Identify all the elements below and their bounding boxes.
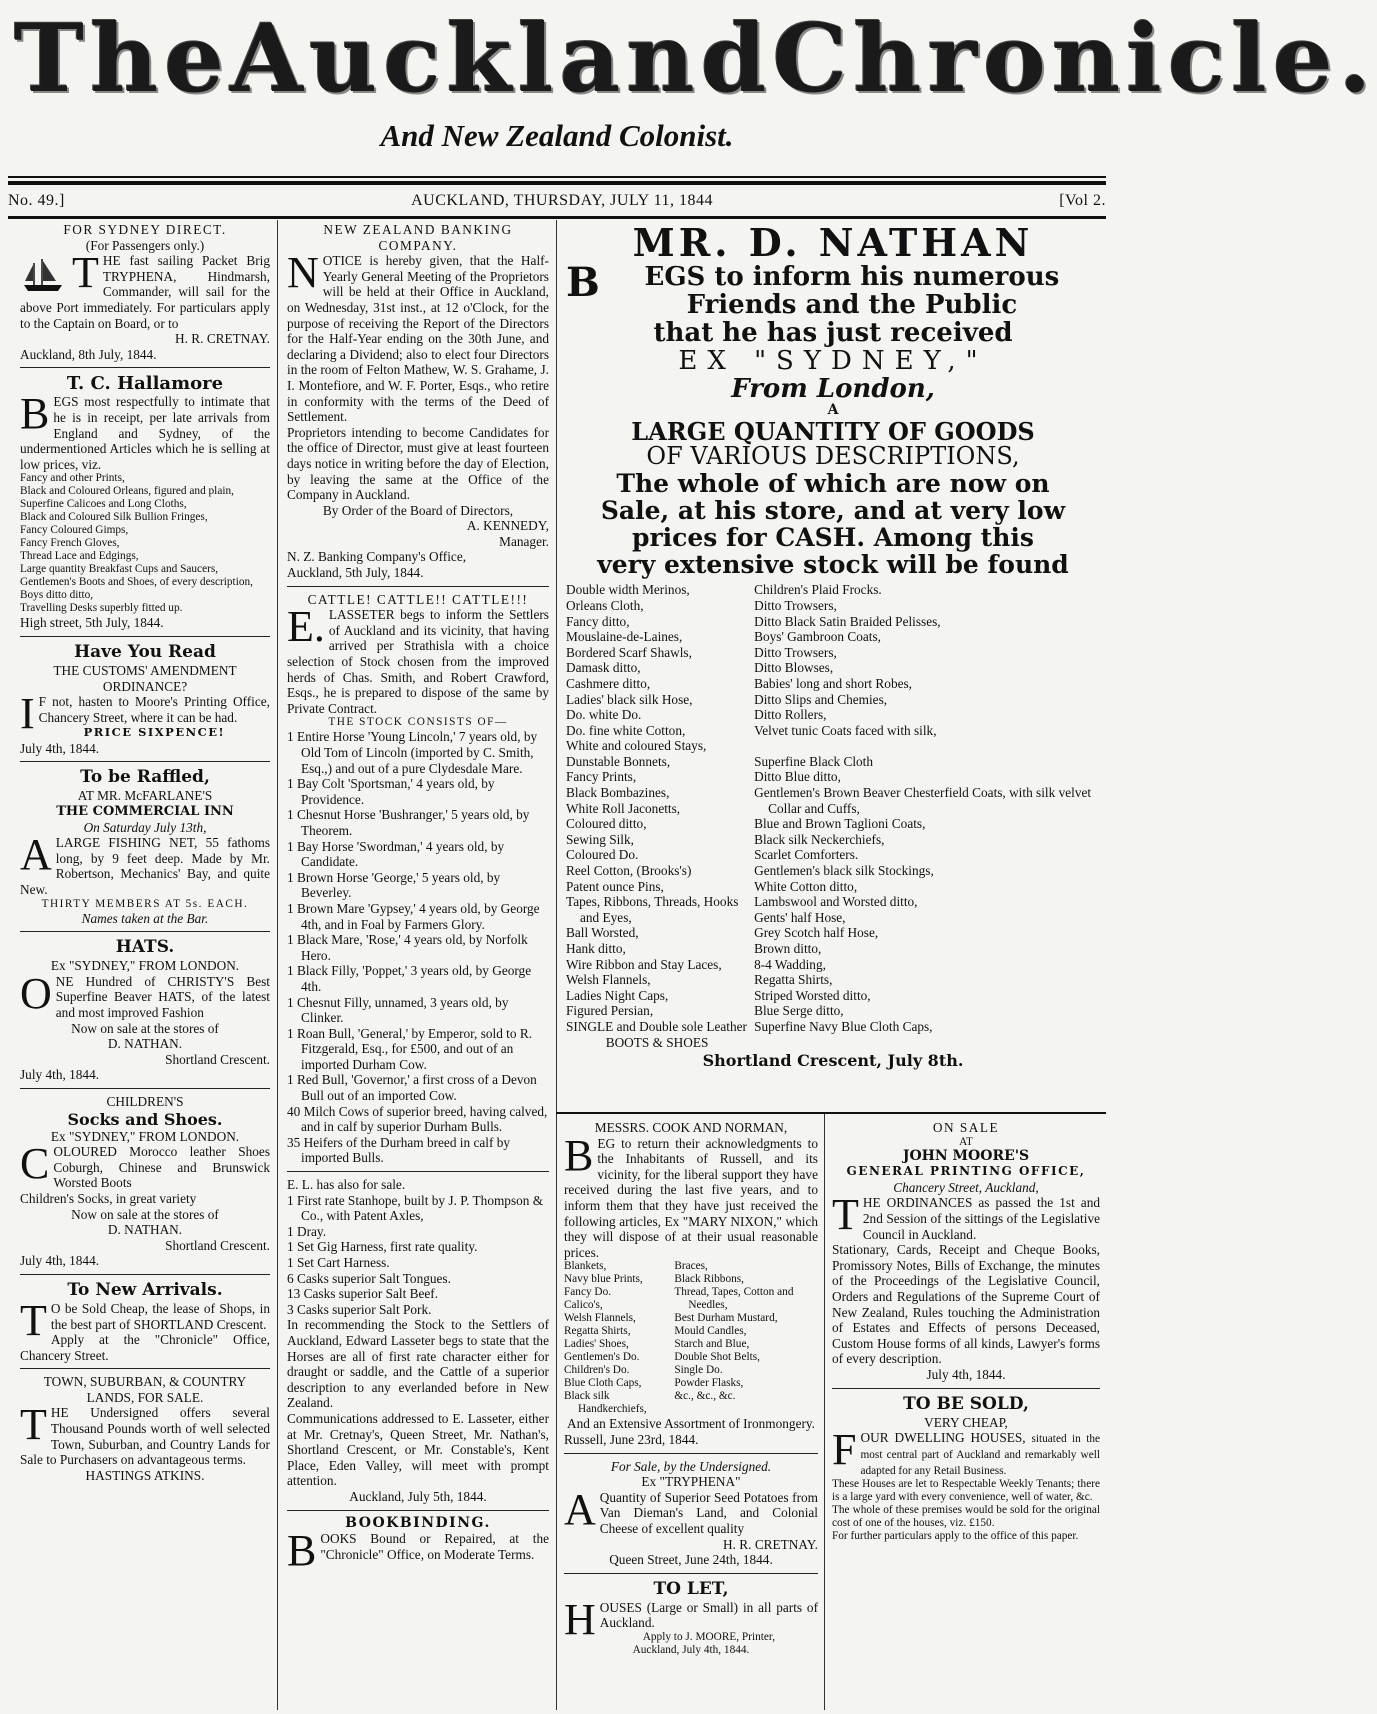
ad-cook-norman <box>564 1120 818 1448</box>
ad-line: prices for CASH. Among this <box>632 523 1034 553</box>
ad-line: GENERAL PRINTING OFFICE, <box>846 1164 1086 1179</box>
ad-heading: FOR SYDNEY DIRECT. <box>63 222 227 237</box>
list-item: Starch and Blue, <box>674 1338 750 1351</box>
ad-line: Now on sale at the stores of <box>71 1020 219 1036</box>
ad-line: A <box>827 402 839 419</box>
ad-line: From London, <box>731 374 935 405</box>
list-item: Boys' Gambroon Coats, <box>754 629 881 645</box>
ad-signature: HASTINGS ATKINS. <box>85 1467 205 1483</box>
divider <box>287 586 549 587</box>
list-item: Bordered Scarf Shawls, <box>566 644 692 660</box>
list-item: 1 Brown Horse 'George,' 5 years old, by Beverley. <box>287 869 501 901</box>
stock-list <box>287 729 549 1166</box>
ad-subheading: VERY CHEAP, <box>924 1414 1008 1430</box>
issue-number: No. 49.] <box>8 192 65 209</box>
list-item: White Cotton ditto, <box>754 878 858 894</box>
goods-columns <box>566 582 1100 1050</box>
ad-place: Shortland Crescent. <box>165 1051 270 1067</box>
ad-heading: Socks and Shoes. <box>67 1109 223 1129</box>
ad-date: July 4th, 1844. <box>926 1366 1006 1382</box>
ad-line: ORDINANCE? <box>102 678 188 694</box>
ad-body: Quantity of Superior Seed Potatoes from Van Dieman's Land, and Colonial Cheese of excellent quality <box>599 1489 818 1536</box>
ad-body: In recommending the Stock to the Settlers of Auckland, Edward Lasseter begs to state that the Horses are all of first rate character either for draught or saddle, and the Cattle of a superior description to any everlanded before in New Zealand. <box>287 1317 549 1411</box>
list-item: Grey Scotch half Hose, <box>754 925 879 941</box>
ad-date: Auckland, July 4th, 1844. <box>632 1643 750 1656</box>
list-item: Regatta Shirts, <box>754 972 833 988</box>
ad-line: THE COMMERCIAL INN <box>56 804 234 820</box>
list-item: Mould Candles, <box>674 1325 747 1338</box>
stock-list-2 <box>287 1193 549 1318</box>
list-item: Ditto Trowsers, <box>754 644 837 660</box>
divider <box>564 1573 818 1574</box>
ad-nathan <box>566 222 1100 1069</box>
list-item: Fancy French Gloves, <box>20 537 120 550</box>
list-item: Brown ditto, <box>754 941 822 956</box>
list-item: Damask ditto, <box>566 660 641 676</box>
column-rule-3 <box>824 1114 825 1710</box>
ad-line: Names taken at the Bar. <box>81 910 209 926</box>
divider <box>287 1171 549 1172</box>
list-item: Wire Ribbon and Stay Laces, <box>566 956 722 972</box>
ad-subheading: Ex "SYDNEY," FROM LONDON. <box>50 1128 240 1144</box>
list-item: 13 Casks superior Salt Beef. <box>287 1286 439 1302</box>
dateline-rule <box>8 216 1106 219</box>
list-item: Patent ounce Pins, <box>566 878 664 894</box>
ad-body: These Houses are let to Respectable Weekly Tenants; there is a large yard with every convenience, well of water, &c. <box>832 1478 1100 1504</box>
ad-moore-printing <box>832 1120 1100 1383</box>
ad-line: AT <box>959 1135 973 1148</box>
column-4 <box>832 1120 1100 1543</box>
list-item: Coloured Do. <box>566 847 639 863</box>
list-item: 1 Chesnut Filly, unnamed, 3 years old, by Clinker. <box>287 994 509 1026</box>
masthead-word-3: Chronicle. <box>772 4 1377 114</box>
ad-heading: To be Raffled, <box>80 767 210 788</box>
ad-line: EGS to inform his numerous <box>644 262 1060 293</box>
list-item: Superfine Black Cloth <box>754 753 874 769</box>
list-item: Gentlemen's Boots and Shoes, of every description, <box>20 576 253 589</box>
divider <box>20 931 270 932</box>
ad-body: NE Hundred of CHRISTY'S Best Superfine Beaver HATS, of the latest and most improved Fashion <box>55 973 270 1020</box>
list-item: Thread Lace and Edgings, <box>20 550 139 563</box>
drop-cap: O <box>20 968 52 1018</box>
ad-line: LARGE QUANTITY OF GOODS <box>631 416 1035 446</box>
divider <box>20 636 270 637</box>
list-item: Travelling Desks superbly fitted up. <box>20 602 183 615</box>
masthead-word-1: The <box>14 4 231 114</box>
list-item: Reel Cotton, (Brooks's) <box>566 863 692 879</box>
divider <box>20 1368 270 1369</box>
masthead-subtitle: And New Zealand Colonist. <box>380 118 734 153</box>
divider <box>287 1510 549 1511</box>
issue-date: AUCKLAND, THURSDAY, JULY 11, 1844 <box>411 192 713 209</box>
list-item: 1 Bay Colt 'Sportsman,' 4 years old, by Providence. <box>287 776 495 807</box>
nathan-rule <box>556 1112 1106 1114</box>
goods-list-left <box>566 582 748 1050</box>
ad-sydney-direct <box>20 222 270 362</box>
list-item: Ditto Slips and Chemies, <box>754 691 888 707</box>
divider <box>832 1388 1100 1389</box>
drop-cap: B <box>287 1526 317 1576</box>
masthead-title <box>0 0 1377 118</box>
list-item: 6 Casks superior Salt Tongues. <box>287 1270 451 1286</box>
ad-date: Auckland, 5th July, 1844. <box>287 565 424 581</box>
ad-body: LARGE FISHING NET, 55 fathoms long, by 9 feet deep. Made by Mr. Robertson, Mechanics' Bay, and quite New. <box>20 835 270 898</box>
list-item: Do. white Do. <box>566 707 642 723</box>
list-item: Ball Worsted, <box>566 925 639 941</box>
list-item: Ditto Trowsers, <box>754 597 837 613</box>
ad-title: Manager. <box>499 533 549 549</box>
ad-body: EG to return their acknowledgments to the Inhabitants of Russell, and its vicinity, for the liberal support they have received during the last five years, and to inform them that they have just received the following articles, Ex "MARY NIXON," which they will dispose of at their usual reasonable prices. <box>564 1135 818 1260</box>
ad-body: HE Undersigned offers several Thousand Pounds worth of well selected Town, Suburban, and Country Lands for Sale to Purchasers on advantageous terms. <box>20 1405 270 1468</box>
drop-cap: A <box>20 830 52 880</box>
drop-cap: E. <box>287 602 325 652</box>
list-item: Lambswool and Worsted ditto, <box>754 894 918 910</box>
list-item: Velvet tunic Coats faced with silk, <box>754 722 937 738</box>
divider <box>20 367 270 368</box>
list-item: Black and Coloured Silk Bullion Fringes, <box>20 511 208 524</box>
column-1 <box>20 222 270 1483</box>
ad-heading: TO LET, <box>653 1578 729 1599</box>
list-item: Calico's, <box>564 1299 603 1312</box>
list-item: Regatta Shirts, <box>564 1325 631 1338</box>
ad-line: that he has just received <box>653 318 1013 349</box>
ad-line: Now on sale at the stores of <box>71 1206 219 1222</box>
ad-subheading: Ex "SYDNEY," FROM LONDON. <box>50 958 240 974</box>
drop-cap: N <box>287 248 319 298</box>
ad-line: OUR DWELLING HOUSES, <box>860 1430 1026 1446</box>
list-item: 1 Entire Horse 'Young Lincoln,' 7 years old, by Old Tom of Lincoln (imported by C. Smith, Esq.,) and out of a pure Clydesdale Mare. <box>287 729 538 776</box>
ad-banking-company <box>287 222 549 581</box>
ad-to-let <box>564 1579 818 1657</box>
list-item: 1 Brown Mare 'Gypsey,' 4 years old, by George 4th, and in Foal by Farmers Glory. <box>287 900 540 932</box>
ad-body: For further particulars apply to the office of this paper. <box>832 1530 1079 1543</box>
list-item: Tapes, Ribbons, Threads, Hooks and Eyes, <box>566 894 739 925</box>
divider <box>564 1453 818 1454</box>
ad-to-be-sold <box>832 1394 1100 1544</box>
list-item: Fancy Coloured Gimps, <box>20 524 129 537</box>
ad-lands <box>20 1374 270 1483</box>
list-item: Black silk Handkerchiefs, <box>564 1390 647 1416</box>
list-item: Black Bombazines, <box>566 785 670 801</box>
list-item: Gentlemen's Do. <box>564 1351 640 1364</box>
ad-body: HE ORDINANCES as passed the 1st and 2nd Session of the sittings of the Legislative Council in Auckland. <box>862 1195 1100 1242</box>
ad-body: OUSES (Large or Small) in all parts of Auckland. <box>599 1599 818 1631</box>
list-item: 40 Milch Cows of superior breed, having calved, and in calf by superior Durham Bulls. <box>287 1103 548 1135</box>
ad-body: Stationary, Cards, Receipt and Cheque Books, Promissory Notes, Bills of Exchange, the minutes of the Proceedings of the Legislative Council, Orders and Regulations of the Supreme Court of New Zealand, Rules touching the Administration of Estates and Effects of persons Deceased, Custom House forms of all kinds, Lawyer's forms of every description. <box>832 1242 1100 1367</box>
list-item: Children's Plaid Frocks. <box>754 582 882 598</box>
drop-cap: B <box>20 389 50 439</box>
ad-date: Auckland, 8th July, 1844. <box>20 346 157 362</box>
list-item: Ditto Blue ditto, <box>754 769 841 785</box>
dateline <box>8 188 1106 214</box>
list-item: Black silk Neckerchiefs, <box>754 831 885 847</box>
ad-childrens-shoes <box>20 1094 270 1269</box>
divider <box>20 761 270 762</box>
list-item: Coloured ditto, <box>566 816 647 832</box>
list-item: 3 Casks superior Salt Pork. <box>287 1301 432 1317</box>
ad-bookbinding <box>287 1514 549 1576</box>
ad-line: N. Z. Banking Company's Office, <box>287 549 467 565</box>
list-item: Cashmere ditto, <box>566 675 651 691</box>
articles-columns <box>564 1260 818 1416</box>
ad-line: THE CUSTOMS' AMENDMENT <box>53 662 237 678</box>
ad-hats <box>20 937 270 1083</box>
list-item: Do. fine white Cotton, <box>566 722 686 738</box>
list-item: 1 Black Mare, 'Rose,' 4 years old, by Norfolk Hero. <box>287 932 528 963</box>
ad-body: Apply at the "Chronicle" Office, Chancery Street. <box>20 1332 270 1363</box>
list-item: Sewing Silk, <box>566 831 634 847</box>
list-item: Double Shot Belts, <box>674 1351 760 1364</box>
ad-have-you-read <box>20 642 270 757</box>
ad-heading: TO BE SOLD, <box>903 1393 1029 1414</box>
column-2 <box>287 222 549 1576</box>
drop-cap: H <box>564 1594 596 1644</box>
list-item: Striped Worsted ditto, <box>754 987 871 1003</box>
ad-heading: MESSRS. COOK AND NORMAN, <box>594 1120 788 1135</box>
list-item: Best Durham Mustard, <box>674 1312 778 1325</box>
ad-line: E. L. has also for sale. <box>287 1177 406 1193</box>
list-item: Superfine Navy Blue Cloth Caps, <box>754 1018 933 1034</box>
ad-heading: CATTLE! CATTLE!! CATTLE!!! <box>307 591 529 607</box>
ad-date: July 4th, 1844. <box>20 1253 100 1269</box>
ad-body: OLOURED Morocco leather Shoes Coburgh, Chinese and Brunswick Worsted Boots <box>53 1144 270 1191</box>
ad-heading: For Sale, by the Undersigned. <box>610 1458 772 1474</box>
column-rule-1 <box>277 220 278 1710</box>
drop-cap: T <box>72 248 99 298</box>
list-item: 1 First rate Stanhope, built by J. P. Thompson & Co., with Patent Axles, <box>287 1192 544 1224</box>
list-item: Babies' long and short Robes, <box>754 675 912 691</box>
list-item: 1 Chesnut Horse 'Bushranger,' 5 years old, by Theorem. <box>287 807 530 838</box>
ad-line: OF VARIOUS DESCRIPTIONS, <box>646 442 1020 471</box>
ad-line: THE STOCK CONSISTS OF— <box>328 716 508 729</box>
list-item: Braces, <box>674 1260 708 1273</box>
articles-right <box>674 1260 818 1416</box>
ad-body: F not, hasten to Moore's Printing Office, Chancery Street, where it can be had. <box>38 694 270 725</box>
ad-heading: NEW ZEALAND BANKING COMPANY. <box>323 222 513 253</box>
list-item: SINGLE and Double sole Leather <box>566 1018 747 1034</box>
list-item: Children's Do. <box>564 1364 630 1377</box>
ad-heading: HATS. <box>115 937 175 958</box>
ad-body: OOKS Bound or Repaired, at the "Chronicle" Office, on Moderate Terms. <box>320 1531 549 1562</box>
ad-price: PRICE SIXPENCE! <box>83 725 226 740</box>
list-item: 1 Black Filly, 'Poppet,' 3 years old, by George 4th. <box>287 963 532 994</box>
masthead-rule-thick <box>8 181 1106 185</box>
list-item: Fancy and other Prints, <box>20 472 125 485</box>
ad-line: Apply to J. MOORE, Printer, <box>642 1630 776 1643</box>
ad-body: LASSETER begs to inform the Settlers of Auckland and its vicinity, that having arrived per Strathisla with a choice selection of Stock chosen from the improved herds of Chas. Smith, and Robert Crawford, Esqs., he is prepared to dispose of the same by Private Contract. <box>287 607 549 716</box>
ad-body: OTICE is hereby given, that the Half-Yearly General Meeting of the Proprietors will be held at their Office in Auckland, on Wednesday, 31st inst., at 12 o'Clock, for the purpose of receiving the Report of the Directors for the Half-Year ending on the 30th June, and declaring a Dividend; also to elect four Directors in the room of Felton Mathew, W. S. Grahame, J. I. Montefiore, and W. F. Porter, Esqs., who retire in conformity with the terms of the Deed of Settlement. <box>287 253 549 425</box>
ad-heading: ON SALE <box>932 1120 1000 1135</box>
ad-line: Friends and the Public <box>686 290 1018 321</box>
ad-line: Sale, at his store, and at very low <box>600 496 1066 526</box>
list-item: Blue Serge ditto, <box>754 1003 844 1019</box>
ad-body: HE fast sailing Packet Brig TRYPHENA, Hindmarsh, Commander, will sail for the above Port immediately. For particulars apply to the Captain on Board, or to <box>20 253 270 331</box>
list-item: 1 Dray. <box>287 1223 327 1239</box>
column-3 <box>564 1120 818 1657</box>
ad-body: Proprietors intending to become Candidates for the office of Director, must give at least fourteen days notice in writing before the day of Election, by leaving the same at the Office of the Company in Auckland. <box>287 424 549 503</box>
ad-body: Communications addressed to E. Lasseter, either at Mr. Cretnay's, Queen Street, Mr. Nathan's, Shortland Crescent, or Mr. Constable's, Kent Place, Eden Valley, will meet with prompt attention. <box>287 1410 549 1489</box>
list-item: Fancy Do. <box>564 1286 612 1299</box>
ad-raffle <box>20 767 270 926</box>
list-item: Ditto Rollers, <box>754 707 827 723</box>
list-item: Welsh Flannels, <box>564 1312 636 1325</box>
ad-line: And an Extensive Assortment of Ironmongery. <box>566 1416 816 1432</box>
ad-subheading: (For Passengers only.) <box>85 237 205 253</box>
list-item: Large quantity Breakfast Cups and Saucers, <box>20 563 219 576</box>
list-item: Thread, Tapes, Cotton and Needles, <box>674 1286 794 1312</box>
list-item: Ditto Blowses, <box>754 660 834 676</box>
list-item: 1 Bay Horse 'Swordman,' 4 years old, by Candidate. <box>287 838 505 870</box>
list-item: Gentlemen's black silk Stockings, <box>754 863 934 879</box>
drop-cap: T <box>20 1400 47 1450</box>
list-item: &c., &c., &c. <box>674 1390 736 1403</box>
ad-body: O be Sold Cheap, the lease of Shops, in the best part of SHORTLAND Crescent. <box>50 1300 270 1332</box>
ad-date: Queen Street, June 24th, 1844. <box>609 1552 773 1568</box>
column-rule-2 <box>556 220 557 1710</box>
drop-cap: I <box>20 689 35 739</box>
masthead-rule <box>8 176 1106 178</box>
list-item: White and coloured Stays, <box>566 738 707 754</box>
list-item: 1 Roan Bull, 'General,' by Emperor, sold to R. Fitzgerald, Esq., for £500, and out of an imported Durham Cow. <box>287 1025 533 1072</box>
ad-heading: To New Arrivals. <box>67 1279 223 1300</box>
list-item: Fancy ditto, <box>566 613 630 629</box>
ad-line: By Order of the Board of Directors, <box>322 502 514 518</box>
ad-footer: Shortland Crescent, July 8th. <box>702 1051 964 1071</box>
drop-cap: B <box>564 1130 594 1180</box>
list-item: Dunstable Bonnets, <box>566 753 671 769</box>
ad-signature: H. R. CRETNAY. <box>723 1536 818 1552</box>
drop-cap: A <box>564 1484 596 1534</box>
list-item: Blue Cloth Caps, <box>564 1377 642 1390</box>
ad-heading: Have You Read <box>74 641 216 662</box>
ad-name: A. KENNEDY, <box>466 518 549 534</box>
list-item: Mouslaine-de-Laines, <box>566 629 683 645</box>
list-item: Orleans Cloth, <box>566 597 644 613</box>
list-item: Boys ditto ditto, <box>20 589 94 602</box>
masthead-word-2: Auckland <box>230 4 773 114</box>
list-item: Black and Coloured Orleans, figured and plain, <box>20 485 234 498</box>
ad-date: High street, 5th July, 1844. <box>20 615 164 631</box>
ad-line: THIRTY MEMBERS AT 5s. EACH. <box>41 897 249 910</box>
ship-icon <box>20 255 66 293</box>
ad-body: The whole of these premises would be sold for the original cost of one of the houses, viz. £150. <box>832 1504 1100 1530</box>
ad-body: situated in the most central part of Auckland and remarkably well adapted for any Retail Business. <box>860 1433 1100 1478</box>
drop-cap: T <box>832 1190 859 1240</box>
list-item: BOOTS & SHOES <box>605 1034 709 1050</box>
ad-heading: MR. D. NATHAN <box>632 220 1034 265</box>
ad-new-arrivals <box>20 1280 270 1363</box>
list-item: Blankets, <box>564 1260 607 1273</box>
ad-name: D. NATHAN. <box>107 1036 183 1052</box>
ad-signature: H. R. CRETNAY. <box>175 331 270 347</box>
list-item: Powder Flasks, <box>674 1377 744 1390</box>
list-item: Gents' half Hose, <box>754 909 846 925</box>
list-item: 8-4 Wadding, <box>754 956 826 972</box>
ad-body: Children's Socks, in great variety <box>20 1190 197 1206</box>
ad-line: EX "SYDNEY," <box>678 346 988 377</box>
list-item: Ladies' black silk Hose, <box>566 691 693 707</box>
drop-cap: B <box>566 259 600 307</box>
drop-cap: F <box>832 1425 857 1475</box>
list-item: Ladies Night Caps, <box>566 987 669 1003</box>
volume-number: [Vol 2. <box>1059 192 1106 209</box>
list-item: 1 Set Gig Harness, first rate quality. <box>287 1239 478 1255</box>
ad-line: very extensive stock will be found <box>597 550 1069 580</box>
list-item: Welsh Flannels, <box>566 972 651 988</box>
list-item: Gentlemen's Brown Beaver Chesterfield Coats, with silk velvet Collar and Cuffs, <box>754 785 1092 816</box>
list-item: Scarlet Comforters. <box>754 847 859 863</box>
list-item: Black Ribbons, <box>674 1273 744 1286</box>
ad-heading: CHILDREN'S <box>106 1093 184 1109</box>
ad-date: Russell, June 23rd, 1844. <box>564 1431 699 1447</box>
goods-list-right <box>754 582 1100 1050</box>
articles-left <box>564 1260 668 1416</box>
divider <box>20 1274 270 1275</box>
ad-subheading: Ex "TRYPHENA" <box>641 1474 741 1490</box>
list-item: 1 Red Bull, 'Governor,' a first cross of a Devon Bull out of an imported Cow. <box>287 1072 537 1104</box>
list-item: Ditto Black Satin Braided Pelisses, <box>754 613 941 629</box>
list-item <box>754 738 1100 754</box>
ad-date: July 4th, 1844. <box>20 1067 100 1083</box>
ad-place: Shortland Crescent. <box>165 1237 270 1253</box>
list-item: Navy blue Prints, <box>564 1273 643 1286</box>
ad-line: On Saturday July 13th, <box>83 819 207 835</box>
ad-heading: TOWN, SUBURBAN, & COUNTRY LANDS, FOR SALE. <box>43 1374 247 1405</box>
list-item: Blue and Brown Taglioni Coats, <box>754 816 926 832</box>
ad-line: Chancery Street, Auckland, <box>893 1179 1039 1195</box>
ad-date: July 4th, 1844. <box>20 740 100 756</box>
list-item: 35 Heifers of the Durham breed in calf by imported Bulls. <box>287 1134 511 1166</box>
drop-cap: C <box>20 1139 50 1189</box>
ad-name: JOHN MOORE'S <box>902 1147 1030 1164</box>
list-item: Ladies' Shoes, <box>564 1338 629 1351</box>
ad-name: D. NATHAN. <box>107 1222 183 1238</box>
list-item: Superfine Calicoes and Long Cloths, <box>20 498 187 511</box>
ad-potatoes <box>564 1459 818 1568</box>
list-item: Double width Merinos, <box>566 582 690 598</box>
ad-heading: BOOKBINDING. <box>345 1514 491 1531</box>
list-item: Hank ditto, <box>566 941 626 956</box>
list-item: White Roll Jaconetts, <box>566 800 681 816</box>
goods-list <box>20 472 270 615</box>
divider <box>20 1088 270 1089</box>
list-item: 1 Set Cart Harness. <box>287 1255 390 1270</box>
ad-line: AT MR. McFARLANE'S <box>77 788 213 804</box>
ad-date: Auckland, July 5th, 1844. <box>349 1488 487 1504</box>
ad-hallamore <box>20 373 270 631</box>
list-item: Fancy Prints, <box>566 769 637 785</box>
ad-line: The whole of which are now on <box>616 469 1050 499</box>
ad-heading: T. C. Hallamore <box>66 373 224 395</box>
ad-cattle <box>287 592 549 1505</box>
list-item: Figured Persian, <box>566 1003 654 1019</box>
list-item: Single Do. <box>674 1364 723 1377</box>
ad-body: EGS most respectfully to intimate that he is in receipt, per late arrivals from England and Sydney, of the undermentioned Articles which he is selling at low prices, viz. <box>20 394 270 472</box>
drop-cap: T <box>20 1295 47 1345</box>
